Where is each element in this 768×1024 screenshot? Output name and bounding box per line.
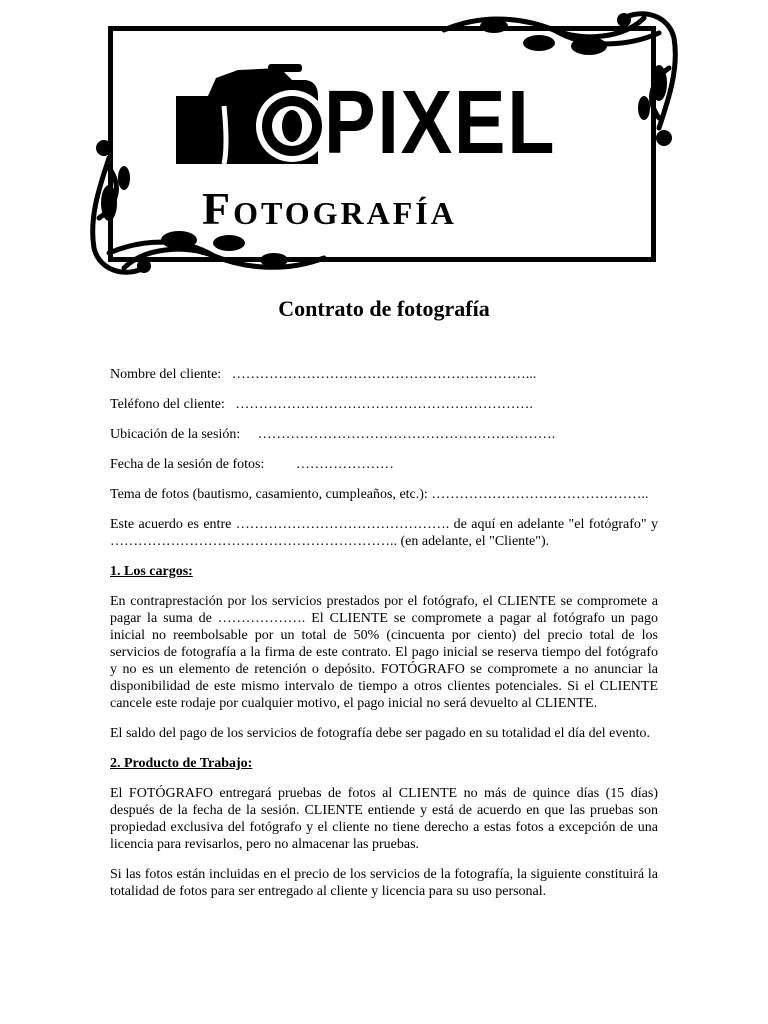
field-blank: ………………………………………………………. [235,397,533,412]
field-label: Nombre del cliente: [110,367,222,382]
field-blank: ………………… [295,457,394,472]
logo-brand: PIXEL [324,73,557,173]
charges-paragraph-2: El saldo del pago de los servicios de fotografía debe ser pagado en su totalidad el día del evento. [110,726,650,741]
section-heading-charges: 1. Los cargos: [110,564,193,579]
field-blank: ………………………………………………………. [257,427,556,442]
camera-icon [168,56,328,176]
field-blank: ………………………………………………………... [231,367,537,382]
document-title: Contrato de fotografía [278,296,490,321]
logo-subtitle: Fotografía [202,183,457,234]
field-label: Tema de fotos (bautismo, casamiento, cumpleaños, etc.): [110,487,428,502]
document-body [110,366,658,913]
field-label: Ubicación de la sesión: [110,427,241,442]
field-label: Fecha de la sesión de fotos: [110,457,265,472]
field-blank: ……………………………………….. [431,487,649,502]
field-client-name [110,366,658,383]
field-session-date [110,456,658,473]
work-product-paragraph-2: Si las fotos están incluidas en el precio de los servicios de la fotografía, la siguiente constituirá la totalidad de fotos para ser entregado al cliente y licencia para su uso personal. [110,867,658,899]
field-label: Teléfono del cliente: [110,397,225,412]
field-photo-theme [110,486,658,503]
agreement-paragraph: Este acuerdo es entre ………………………………………. de aquí en adelante "el fotógrafo" y …………………………………………………….. (en adelante, el "Cliente"). [110,517,658,549]
logo [84,8,684,278]
work-product-paragraph-1: El FOTÓGRAFO entregará pruebas de fotos al CLIENTE no más de quince días (15 días) después de la fecha de la sesión. CLIENTE entiende y está de acuerdo en que las pruebas son propiedad exclusiva del fotógrafo y el cliente no tiene derecho a estas fotos a excepción de una licencia para revisarlos, pero no almacenar las pruebas. [110,786,658,852]
charges-paragraph-1: En contraprestación por los servicios prestados por el fotógrafo, el CLIENTE se compromete a pagar la suma de ………………. El CLIENTE se compromete a pagar al fotógrafo un pago inicial no reembolsable por un total de 50% (cincuenta por ciento) del precio total de los servicios de fotografía a la firma de este contrato. El pago inicial se reserva tiempo del fotógrafo y no es un elemento de retención o depósito. FOTÓGRAFO se compromete a no anunciar la disponibilidad de este mismo intervalo de tiempo a otros clientes potenciales. Si el CLIENTE cancele este rodaje por cualquier motivo, el pago inicial no será devuelto al CLIENTE. [110,594,658,711]
section-heading-work-product: 2. Producto de Trabajo: [110,756,253,771]
field-session-location [110,426,658,443]
field-client-phone [110,396,658,413]
